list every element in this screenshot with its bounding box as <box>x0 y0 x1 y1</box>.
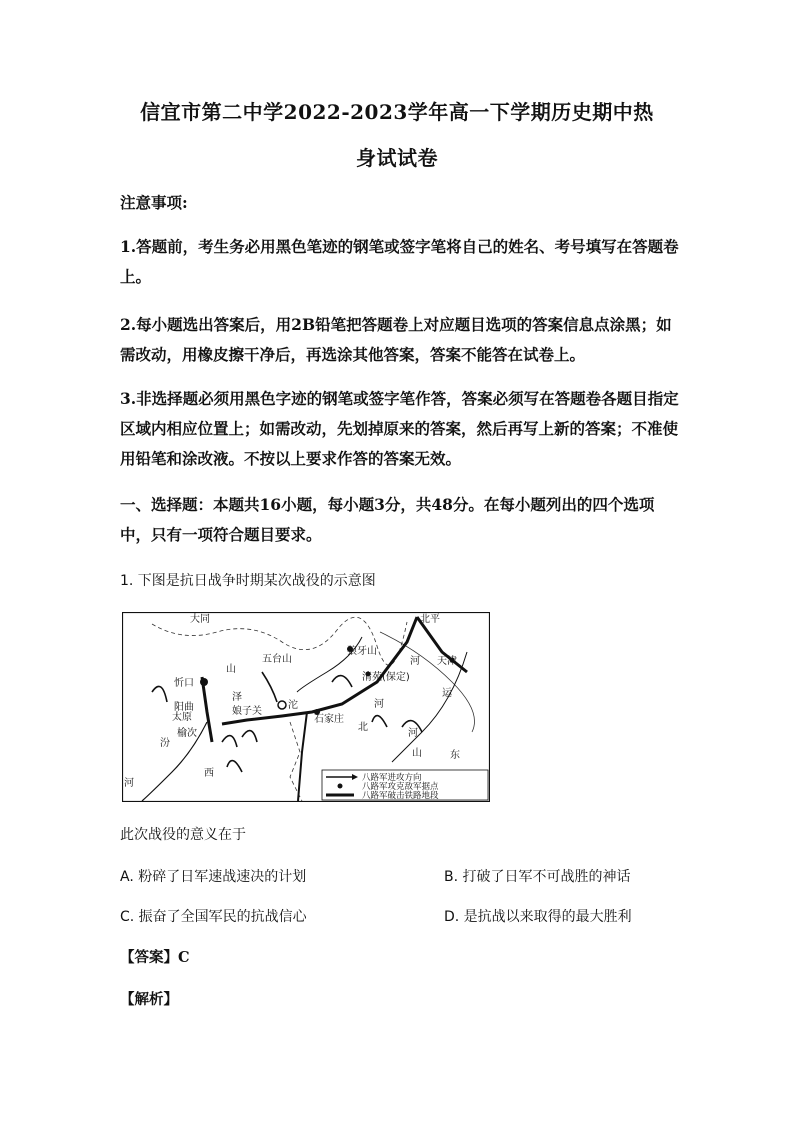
map-label-fen: 汾 <box>160 738 170 749</box>
map-label-yuci: 榆次 <box>177 728 197 739</box>
map-label-wutaishan: 五台山 <box>262 654 292 665</box>
option-a[interactable]: A. 粉碎了日军速战速决的计划 <box>120 869 307 885</box>
map-label-shijiazhuang: 石家庄 <box>314 714 344 725</box>
map-label-dong: 东 <box>450 750 460 761</box>
map-label-he4: 河 <box>124 778 134 789</box>
map-label-ze: 泽 <box>232 692 242 703</box>
legend-item-railway: 八路军破击铁路地段 <box>362 791 439 801</box>
map-label-he2: 河 <box>374 699 384 710</box>
map-label-taiyuan: 太原 <box>172 712 192 723</box>
map-label-yun: 运 <box>442 688 452 699</box>
legend-item-stronghold: 八路军攻克敌军据点 <box>362 782 439 792</box>
map-label-hu: 沱 <box>288 700 298 711</box>
analysis-label: 【解析】 <box>120 991 178 1008</box>
option-d[interactable]: D. 是抗战以来取得的最大胜利 <box>444 909 632 925</box>
map-label-beiping: 北平 <box>420 614 440 625</box>
map-label-yangqu: 阳曲 <box>174 702 194 713</box>
option-b[interactable]: B. 打破了日军不可战胜的神话 <box>444 869 631 885</box>
map-label-qingyuan: 清苑(保定) <box>362 672 410 683</box>
map-label-bei: 北 <box>358 722 368 733</box>
map-label-xi: 西 <box>204 768 214 779</box>
exam-title-line1: 信宜市第二中学2022-2023学年高一下学期历史期中热 <box>140 100 654 124</box>
notice-item-2: 2.每小题选出答案后，用2B铅笔把答题卷上对应题目选项的答案信息点涂黑；如需改动，用橡皮擦干净后，再选涂其他答案，答案不能答在试卷上。 <box>120 315 672 364</box>
section-heading: 一、选择题：本题共16小题，每小题3分，共48分。在每小题列出的四个选项中，只有一项符合题目要求。 <box>120 495 655 544</box>
exam-title-line2: 身试试卷 <box>356 146 438 170</box>
map-label-xinzhou: 忻口 <box>174 678 194 689</box>
map-label-he3: 河 <box>408 728 418 739</box>
question-prompt: 此次战役的意义在于 <box>120 827 246 843</box>
answer-label: 【答案】C <box>120 949 190 966</box>
map-label-tianjin: 天津 <box>437 656 457 667</box>
notice-heading: 注意事项: <box>120 193 188 212</box>
map-label-langyashan: 狼牙山 <box>347 646 377 657</box>
battle-map <box>122 612 490 802</box>
notice-item-1: 1.答题前，考生务必用黑色笔迹的钢笔或签字笔将自己的姓名、考号填写在答题卷上。 <box>120 237 679 286</box>
legend-dot-icon <box>338 784 343 789</box>
map-label-niangziguan: 娘子关 <box>232 706 262 717</box>
map-label-shan1: 山 <box>226 664 236 675</box>
map-label-datong: 大同 <box>190 614 210 625</box>
map-label-he1: 河 <box>410 656 420 667</box>
question-stem: 1. 下图是抗日战争时期某次战役的示意图 <box>120 573 376 589</box>
legend-item-attack: 八路军进攻方向 <box>362 773 422 783</box>
map-label-shan2: 山 <box>412 748 422 759</box>
notice-item-3: 3.非选择题必须用黑色字迹的钢笔或签字笔作答，答案必须写在答题卷各题目指定区域内相应位置上；如需改动，先划掉原来的答案，然后再写上新的答案；不准使用铅笔和涂改液。不按以上要求作答的答案无效。 <box>120 389 679 468</box>
option-c[interactable]: C. 振奋了全国军民的抗战信心 <box>120 909 307 925</box>
